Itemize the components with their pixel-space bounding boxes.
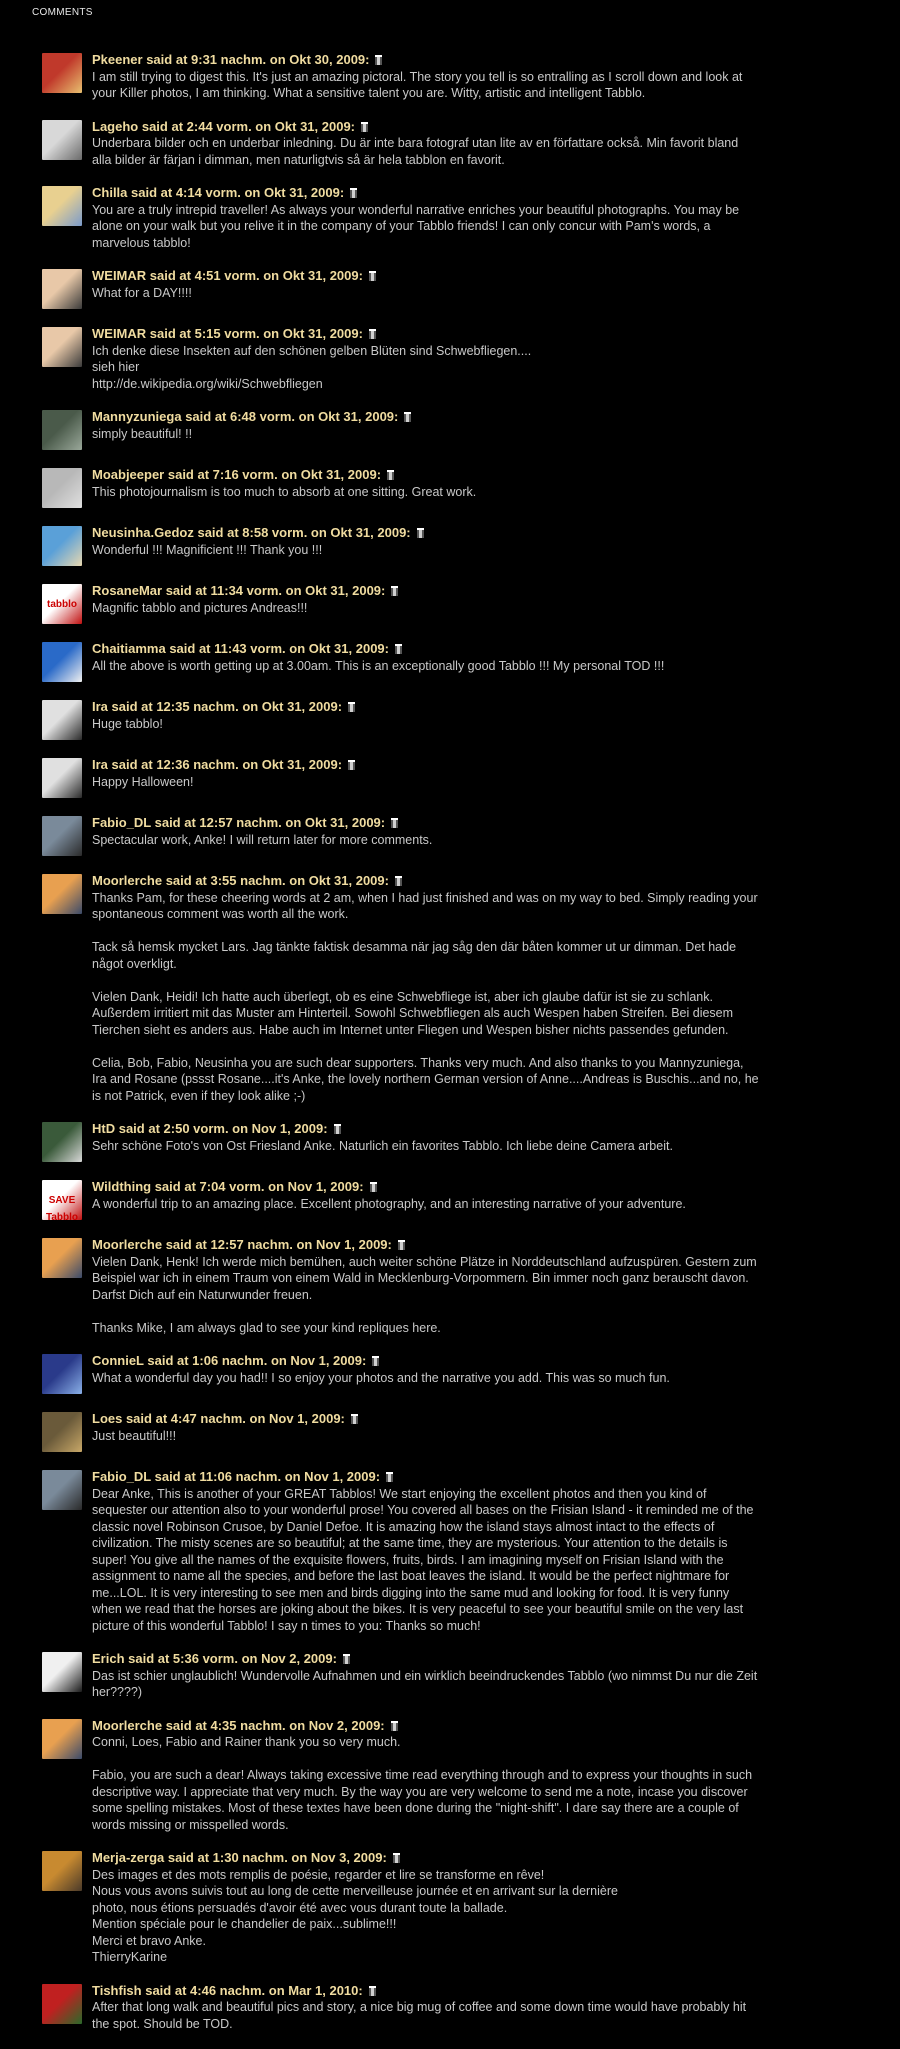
avatar[interactable] xyxy=(42,816,82,856)
comment-text: A wonderful trip to an amazing place. Excellent photography, and an interesting narrative of your adventure. xyxy=(92,1196,686,1211)
comment-item xyxy=(42,815,760,856)
comment-timestamp: at 7:16 vorm. on Okt 31, 2009: xyxy=(197,467,382,482)
comment-header: RosaneMar said at 11:34 vorm. on Okt 31, 2009: xyxy=(92,583,760,600)
comment-author[interactable]: RosaneMar xyxy=(92,583,163,598)
comment-body xyxy=(92,641,760,674)
comment-header: Moorlerche said at 3:55 nachm. on Okt 31, 2009: xyxy=(92,873,760,890)
comment-header: Moorlerche said at 12:57 nachm. on Nov 1, 2009: xyxy=(92,1237,760,1254)
comment-body xyxy=(92,583,760,616)
comment-author[interactable]: Merja-zerga xyxy=(92,1850,165,1865)
comment-timestamp: at 4:35 nachm. on Nov 2, 2009: xyxy=(195,1717,385,1733)
comment-body xyxy=(92,185,760,251)
comment-item xyxy=(42,699,760,740)
comment-item xyxy=(42,1353,760,1394)
comment-author[interactable]: Pkeener xyxy=(92,52,143,67)
comment-item xyxy=(42,1850,760,1966)
comment-timestamp: at 11:06 nachm. on Nov 1, 2009: xyxy=(184,1469,381,1484)
comment-header: WEIMAR said at 5:15 vorm. on Okt 31, 2009: xyxy=(92,326,760,343)
comment-text: Dear Anke, This is another of your GREAT Tabblos! We start enjoying the excellent photos and then you kind of sequester our attention also to your wonderful prose! You covered all bases on the Frisian Island - it reminded me of the classic novel Robinson Crusoe, by Daniel Defoe. It is amazing how the island stays almost intact to the effects of civilization. The misty scenes are so beautiful; at the same time, they are mysterious. Your attention to the details is super! You give all the names of the exquisite flowers, fruits, birds. I am imagining myself on Frisian Island with the assignment to name all the species, and before the last boat leaves the island. It would be the perfect nightmare for me...LOL. It is very interesting to see men and birds digging into the same mud and looking for food. It is very funny when we read that the horses are joking about the bikes. It is very peaceful to see your beautiful smile on the very last picture of this wonderful Tabblo! I say n times to you: Thanks so much! xyxy=(92,1486,754,1633)
comment-header: Ira said at 12:36 nachm. on Okt 31, 2009: xyxy=(92,757,760,774)
delete-trash-icon[interactable] xyxy=(361,122,368,132)
comment-author[interactable]: Moorlerche xyxy=(92,1237,163,1252)
comment-body xyxy=(92,52,760,102)
avatar[interactable] xyxy=(42,874,82,914)
comment-header: ConnieL said at 1:06 nachm. on Nov 1, 2009: xyxy=(92,1353,760,1370)
comment-timestamp: at 12:36 nachm. on Okt 31, 2009: xyxy=(141,757,343,772)
comment-text: Huge tabblo! xyxy=(92,716,163,731)
delete-trash-icon[interactable] xyxy=(343,1654,350,1664)
comment-author[interactable]: Ira xyxy=(92,699,108,714)
comment-author[interactable]: Neusinha.Gedoz xyxy=(92,525,194,540)
comment-text: simply beautiful! !! xyxy=(92,426,193,441)
delete-trash-icon[interactable] xyxy=(334,1124,341,1134)
delete-trash-icon[interactable] xyxy=(391,586,398,596)
comment-timestamp: at 4:46 nachm. on Mar 1, 2010: xyxy=(174,1982,363,1998)
comment-header: Lageho said at 2:44 vorm. on Okt 31, 2009: xyxy=(92,119,760,136)
comment-text: Ich denke diese Insekten auf den schönen gelben Blüten sind Schwebfliegen.... sieh hier http://de.wikipedia.org/wiki/Schwebfliegen xyxy=(92,343,532,391)
delete-trash-icon[interactable] xyxy=(417,528,424,538)
comment-timestamp: at 1:30 nachm. on Nov 3, 2009: xyxy=(197,1850,387,1865)
comment-text: What for a DAY!!!! xyxy=(92,285,192,300)
comment-author[interactable]: Tishfish xyxy=(92,1982,142,1998)
comment-text: Das ist schier unglaublich! Wundervolle Aufnahmen und ein wirklich beeindruckendes Tabblo (wo nimmst Du nur die Zeit her????) xyxy=(92,1668,758,1699)
avatar[interactable] xyxy=(42,269,82,309)
avatar-label: SAVE Tabblo xyxy=(45,1195,79,1220)
delete-trash-icon[interactable] xyxy=(391,818,398,828)
comment-item xyxy=(42,409,760,450)
comment-timestamp: at 11:43 vorm. on Okt 31, 2009: xyxy=(198,641,389,656)
avatar[interactable] xyxy=(42,1851,82,1891)
comment-author[interactable]: Erich xyxy=(92,1651,125,1666)
comment-item xyxy=(42,1469,760,1634)
avatar[interactable] xyxy=(42,53,82,93)
comment-text: You are a truly intrepid traveller! As always your wonderful narrative enriches your beautiful photographs. You may be alone on your walk but you relive it in the company of your Tabblo friends! I can only concur with Pam's words, a marvelous tabblo! xyxy=(92,202,740,250)
comment-header: Fabio_DL said at 12:57 nachm. on Okt 31, 2009: xyxy=(92,815,760,832)
delete-trash-icon[interactable] xyxy=(369,1986,376,1996)
comment-header: Tishfish said at 4:46 nachm. on Mar 1, 2010: xyxy=(92,1983,760,2000)
comment-text: Thanks Pam, for these cheering words at 2 am, when I had just finished and was on my way to bed. Simply reading your spontaneous comment was worth all the work. Tack så hemsk mycket Lars. Jag tänkte faktisk desamma när jag såg den där båten kommer ut ur dimman. Det hade något overkligt. Vielen Dank, Heidi! Ich hatte auch überlegt, ob es eine Schwebfliege ist, aber ich glaube dafür ist sie zu schlank. Außerdem irritiert mit das Muster am Hinterteil. Sowohl Schwebfliegen als auch Wespen haben Streifen. Bei diesem Tierchen sieht es anders aus. Habe auch im Internet unter Fliegen und Wespen bisher nichts passendes gefunden. Celia, Bob, Fabio, Neusinha you are such dear supporters. Thanks very much. And also thanks to you Mannyzuniega, Ira and Rosane (pssst Rosane....it's Anke, the lovely northern German version of Anne....Andreas is Buschis...and no, he is not Patrick, even if they look alike ;-) xyxy=(92,890,759,1103)
comment-text: Spectacular work, Anke! I will return later for more comments. xyxy=(92,832,433,847)
comment-text: Des images et des mots remplis de poésie, regarder et lire se transforme en rêve! Nous vous avons suivis tout au long de cette merveilleuse journée et en arrivant sur la dernière photo, nous étions persuadés d'avoir été avec vous durant toute la ballade. Mention spéciale pour le chandelier de paix...sublime!!! Merci et bravo Anke. ThierryKarine xyxy=(92,1867,618,1964)
delete-trash-icon[interactable] xyxy=(393,1853,400,1863)
comment-item xyxy=(42,1237,760,1336)
comment-timestamp: at 6:48 vorm. on Okt 31, 2009: xyxy=(214,409,399,424)
comment-header: Pkeener said at 9:31 nachm. on Okt 30, 2009: xyxy=(92,52,760,69)
avatar[interactable] xyxy=(42,1719,82,1759)
comment-header: Fabio_DL said at 11:06 nachm. on Nov 1, 2009: xyxy=(92,1469,760,1486)
comment-header: Loes said at 4:47 nachm. on Nov 1, 2009: xyxy=(92,1411,760,1428)
comment-body xyxy=(92,1718,760,1834)
comment-header: Wildthing said at 7:04 vorm. on Nov 1, 2009: xyxy=(92,1179,760,1196)
comment-text: Wonderful !!! Magnificient !!! Thank you !!! xyxy=(92,542,323,557)
avatar[interactable] xyxy=(42,120,82,160)
comment-author[interactable]: Fabio_DL xyxy=(92,815,151,830)
comment-header: WEIMAR said at 4:51 vorm. on Okt 31, 2009: xyxy=(92,268,760,285)
comment-item xyxy=(42,873,760,1104)
delete-trash-icon[interactable] xyxy=(351,1414,358,1424)
comment-text: Just beautiful!!! xyxy=(92,1428,177,1443)
comment-body xyxy=(92,1121,760,1154)
comment-author[interactable]: Lageho xyxy=(92,118,139,134)
avatar[interactable] xyxy=(42,584,82,624)
comment-timestamp: at 9:31 nachm. on Okt 30, 2009: xyxy=(175,52,370,67)
comment-body xyxy=(92,268,760,301)
comment-item xyxy=(42,757,760,798)
avatar[interactable] xyxy=(42,758,82,798)
comment-timestamp: at 3:55 nachm. on Okt 31, 2009: xyxy=(195,873,389,888)
comment-author[interactable]: Mannyzuniega xyxy=(92,409,182,424)
comment-body xyxy=(92,1651,760,1701)
comment-header: Ira said at 12:35 nachm. on Okt 31, 2009: xyxy=(92,699,760,716)
comment-header: Mannyzuniega said at 6:48 vorm. on Okt 31, 2009: xyxy=(92,409,760,426)
comment-text: This photojournalism is too much to absorb at one sitting. Great work. xyxy=(92,484,477,499)
comment-author[interactable]: Chilla xyxy=(92,185,128,200)
comment-timestamp: at 12:57 nachm. on Okt 31, 2009: xyxy=(184,815,386,830)
comment-text: Magnific tabblo and pictures Andreas!!! xyxy=(92,600,308,615)
delete-trash-icon[interactable] xyxy=(375,55,382,65)
avatar-label: tabblo xyxy=(47,599,77,610)
comment-timestamp: at 8:58 vorm. on Okt 31, 2009: xyxy=(227,525,411,540)
comment-item xyxy=(42,1179,760,1220)
delete-trash-icon[interactable] xyxy=(395,644,402,654)
comment-item xyxy=(42,119,760,169)
comment-body xyxy=(92,757,760,790)
comment-body xyxy=(92,1237,760,1336)
comment-timestamp: at 11:34 vorm. on Okt 31, 2009: xyxy=(195,583,386,598)
delete-trash-icon[interactable] xyxy=(369,271,376,281)
comment-author[interactable]: ConnieL xyxy=(92,1353,144,1368)
comment-item xyxy=(42,525,760,566)
comment-body xyxy=(92,1411,760,1444)
comment-body xyxy=(92,119,760,169)
comment-item xyxy=(42,641,760,682)
delete-trash-icon[interactable] xyxy=(387,470,394,480)
comment-timestamp: at 12:57 nachm. on Nov 1, 2009: xyxy=(195,1237,392,1252)
comment-body xyxy=(92,699,760,732)
comment-timestamp: at 2:50 vorm. on Nov 1, 2009: xyxy=(148,1121,328,1136)
comment-timestamp: at 4:47 nachm. on Nov 1, 2009: xyxy=(155,1411,345,1426)
comment-header: Moabjeeper said at 7:16 vorm. on Okt 31, 2009: xyxy=(92,467,760,484)
comment-item xyxy=(42,583,760,624)
comment-header: HtD said at 2:50 vorm. on Nov 1, 2009: xyxy=(92,1121,760,1138)
comment-timestamp: at 2:44 vorm. on Okt 31, 2009: xyxy=(171,118,356,134)
comment-item xyxy=(42,52,760,102)
comment-item xyxy=(42,326,760,392)
comment-item xyxy=(42,268,760,309)
avatar[interactable] xyxy=(42,1412,82,1452)
comment-timestamp: at 5:15 vorm. on Okt 31, 2009: xyxy=(179,326,363,341)
comment-body xyxy=(92,1983,760,2033)
avatar[interactable] xyxy=(42,700,82,740)
comment-author[interactable]: Moorlerche xyxy=(92,873,163,888)
comment-body xyxy=(92,1179,760,1212)
delete-trash-icon[interactable] xyxy=(369,329,376,339)
comment-item xyxy=(42,1983,760,2033)
comment-body xyxy=(92,1469,760,1634)
avatar[interactable] xyxy=(42,1470,82,1510)
comment-author[interactable]: Fabio_DL xyxy=(92,1469,151,1484)
comment-header: Merja-zerga said at 1:30 nachm. on Nov 3, 2009: xyxy=(92,1850,760,1867)
comment-timestamp: at 7:04 vorm. on Nov 1, 2009: xyxy=(184,1179,364,1194)
comment-author[interactable]: WEIMAR xyxy=(92,326,147,341)
comment-item xyxy=(42,1718,760,1834)
avatar[interactable] xyxy=(42,1652,82,1692)
comment-item xyxy=(42,185,760,251)
avatar[interactable] xyxy=(42,526,82,566)
delete-trash-icon[interactable] xyxy=(395,876,402,886)
avatar[interactable] xyxy=(42,642,82,682)
delete-trash-icon[interactable] xyxy=(348,702,355,712)
comment-text: Vielen Dank, Henk! Ich werde mich bemühen, auch weiter schöne Plätze in Norddeutschland aufzuspüren. Gestern zum Beispiel war ich in einem Traum von einem Wald in Mecklenburg-Vorpommern. Bin immer noch ganz berauscht davon. Darfst Dich auf ein Naturwunder freuen. Thanks Mike, I am always glad to see your kind repliques here. xyxy=(92,1254,757,1335)
delete-trash-icon[interactable] xyxy=(398,1240,405,1250)
comment-text: I am still trying to digest this. It's just an amazing pictoral. The story you tell is so entralling as I scroll down and look at your Killer photos, I am thinking. What a sensitive talent you are. Witty, artistic and intelligent Tabblo. xyxy=(92,69,743,100)
comment-timestamp: at 5:36 vorm. on Nov 2, 2009: xyxy=(157,1651,337,1666)
comment-body xyxy=(92,409,760,442)
comment-body xyxy=(92,873,760,1104)
comment-author[interactable]: Ira xyxy=(92,757,108,772)
delete-trash-icon[interactable] xyxy=(350,188,357,198)
avatar[interactable] xyxy=(42,327,82,367)
comment-text: Conni, Loes, Fabio and Rainer thank you so very much. Fabio, you are such a dear! Always taking excessive time read everything through and to express your thoughts in such descriptive way. I appreciate that very much. By the way you are very welcome to send me a note, incase you discover some spelling mistakes. Most of these textes have been done during the "night-shift". I dare say there are a couple of words missing or misspelled words. xyxy=(92,1735,753,1832)
delete-trash-icon[interactable] xyxy=(370,1182,377,1192)
avatar[interactable] xyxy=(42,468,82,508)
delete-trash-icon[interactable] xyxy=(404,412,411,422)
comment-text: Happy Halloween! xyxy=(92,774,194,789)
comment-item xyxy=(42,1651,760,1701)
comment-text: What a wonderful day you had!! I so enjoy your photos and the narrative you add. This was so much fun. xyxy=(92,1370,670,1385)
comment-body xyxy=(92,815,760,848)
comment-text: All the above is worth getting up at 3.00am. This is an exceptionally good Tabblo !!! My personal TOD !!! xyxy=(92,658,665,673)
delete-trash-icon[interactable] xyxy=(386,1472,393,1482)
comment-timestamp: at 4:51 vorm. on Okt 31, 2009: xyxy=(179,268,363,283)
delete-trash-icon[interactable] xyxy=(391,1721,398,1731)
delete-trash-icon[interactable] xyxy=(348,760,355,770)
avatar[interactable] xyxy=(42,1984,82,2024)
comment-item xyxy=(42,1411,760,1452)
comment-body xyxy=(92,1353,760,1386)
comment-author[interactable]: Chaitiamma xyxy=(92,641,166,656)
section-title: COMMENTS xyxy=(32,7,93,18)
comment-header: Moorlerche said at 4:35 nachm. on Nov 2, 2009: xyxy=(92,1718,760,1735)
comment-header: Chilla said at 4:14 vorm. on Okt 31, 2009: xyxy=(92,185,760,202)
comment-author[interactable]: Loes xyxy=(92,1411,123,1426)
delete-trash-icon[interactable] xyxy=(372,1356,379,1366)
comment-body xyxy=(92,1850,760,1966)
comment-header: Chaitiamma said at 11:43 vorm. on Okt 31, 2009: xyxy=(92,641,760,658)
comment-item xyxy=(42,467,760,508)
comment-text: Underbara bilder och en underbar inledning. Du är inte bara fotograf utan lite av en författare också. Min favorit bland alla bilder är färjan i dimman, men naturligtvis så är hela tabblon en favorit. xyxy=(92,136,739,167)
avatar[interactable] xyxy=(42,1122,82,1162)
avatar[interactable] xyxy=(42,1180,82,1220)
avatar[interactable] xyxy=(42,1354,82,1394)
comment-header: Erich said at 5:36 vorm. on Nov 2, 2009: xyxy=(92,1651,760,1668)
avatar[interactable] xyxy=(42,1238,82,1278)
comment-timestamp: at 1:06 nachm. on Nov 1, 2009: xyxy=(177,1353,367,1368)
comment-body xyxy=(92,525,760,558)
comment-timestamp: at 4:14 vorm. on Okt 31, 2009: xyxy=(160,185,345,200)
comment-timestamp: at 12:35 nachm. on Okt 31, 2009: xyxy=(141,699,343,714)
comments-list xyxy=(42,52,760,2049)
comment-text: Sehr schöne Foto's von Ost Friesland Anke. Naturlich ein favorites Tabblo. Ich liebe deine Camera arbeit. xyxy=(92,1138,673,1153)
comment-author[interactable]: Moorlerche xyxy=(92,1717,163,1733)
comment-author[interactable]: Moabjeeper xyxy=(92,467,165,482)
comment-header: Neusinha.Gedoz said at 8:58 vorm. on Okt 31, 2009: xyxy=(92,525,760,542)
comment-body xyxy=(92,467,760,500)
comment-text: After that long walk and beautiful pics and story, a nice big mug of coffee and some down time would have probably hit the spot. Should be TOD. xyxy=(92,2000,747,2031)
comment-body xyxy=(92,326,760,392)
avatar[interactable] xyxy=(42,186,82,226)
comment-author[interactable]: Wildthing xyxy=(92,1179,152,1194)
comment-author[interactable]: HtD xyxy=(92,1121,116,1136)
avatar[interactable] xyxy=(42,410,82,450)
comment-item xyxy=(42,1121,760,1162)
comment-author[interactable]: WEIMAR xyxy=(92,268,147,283)
